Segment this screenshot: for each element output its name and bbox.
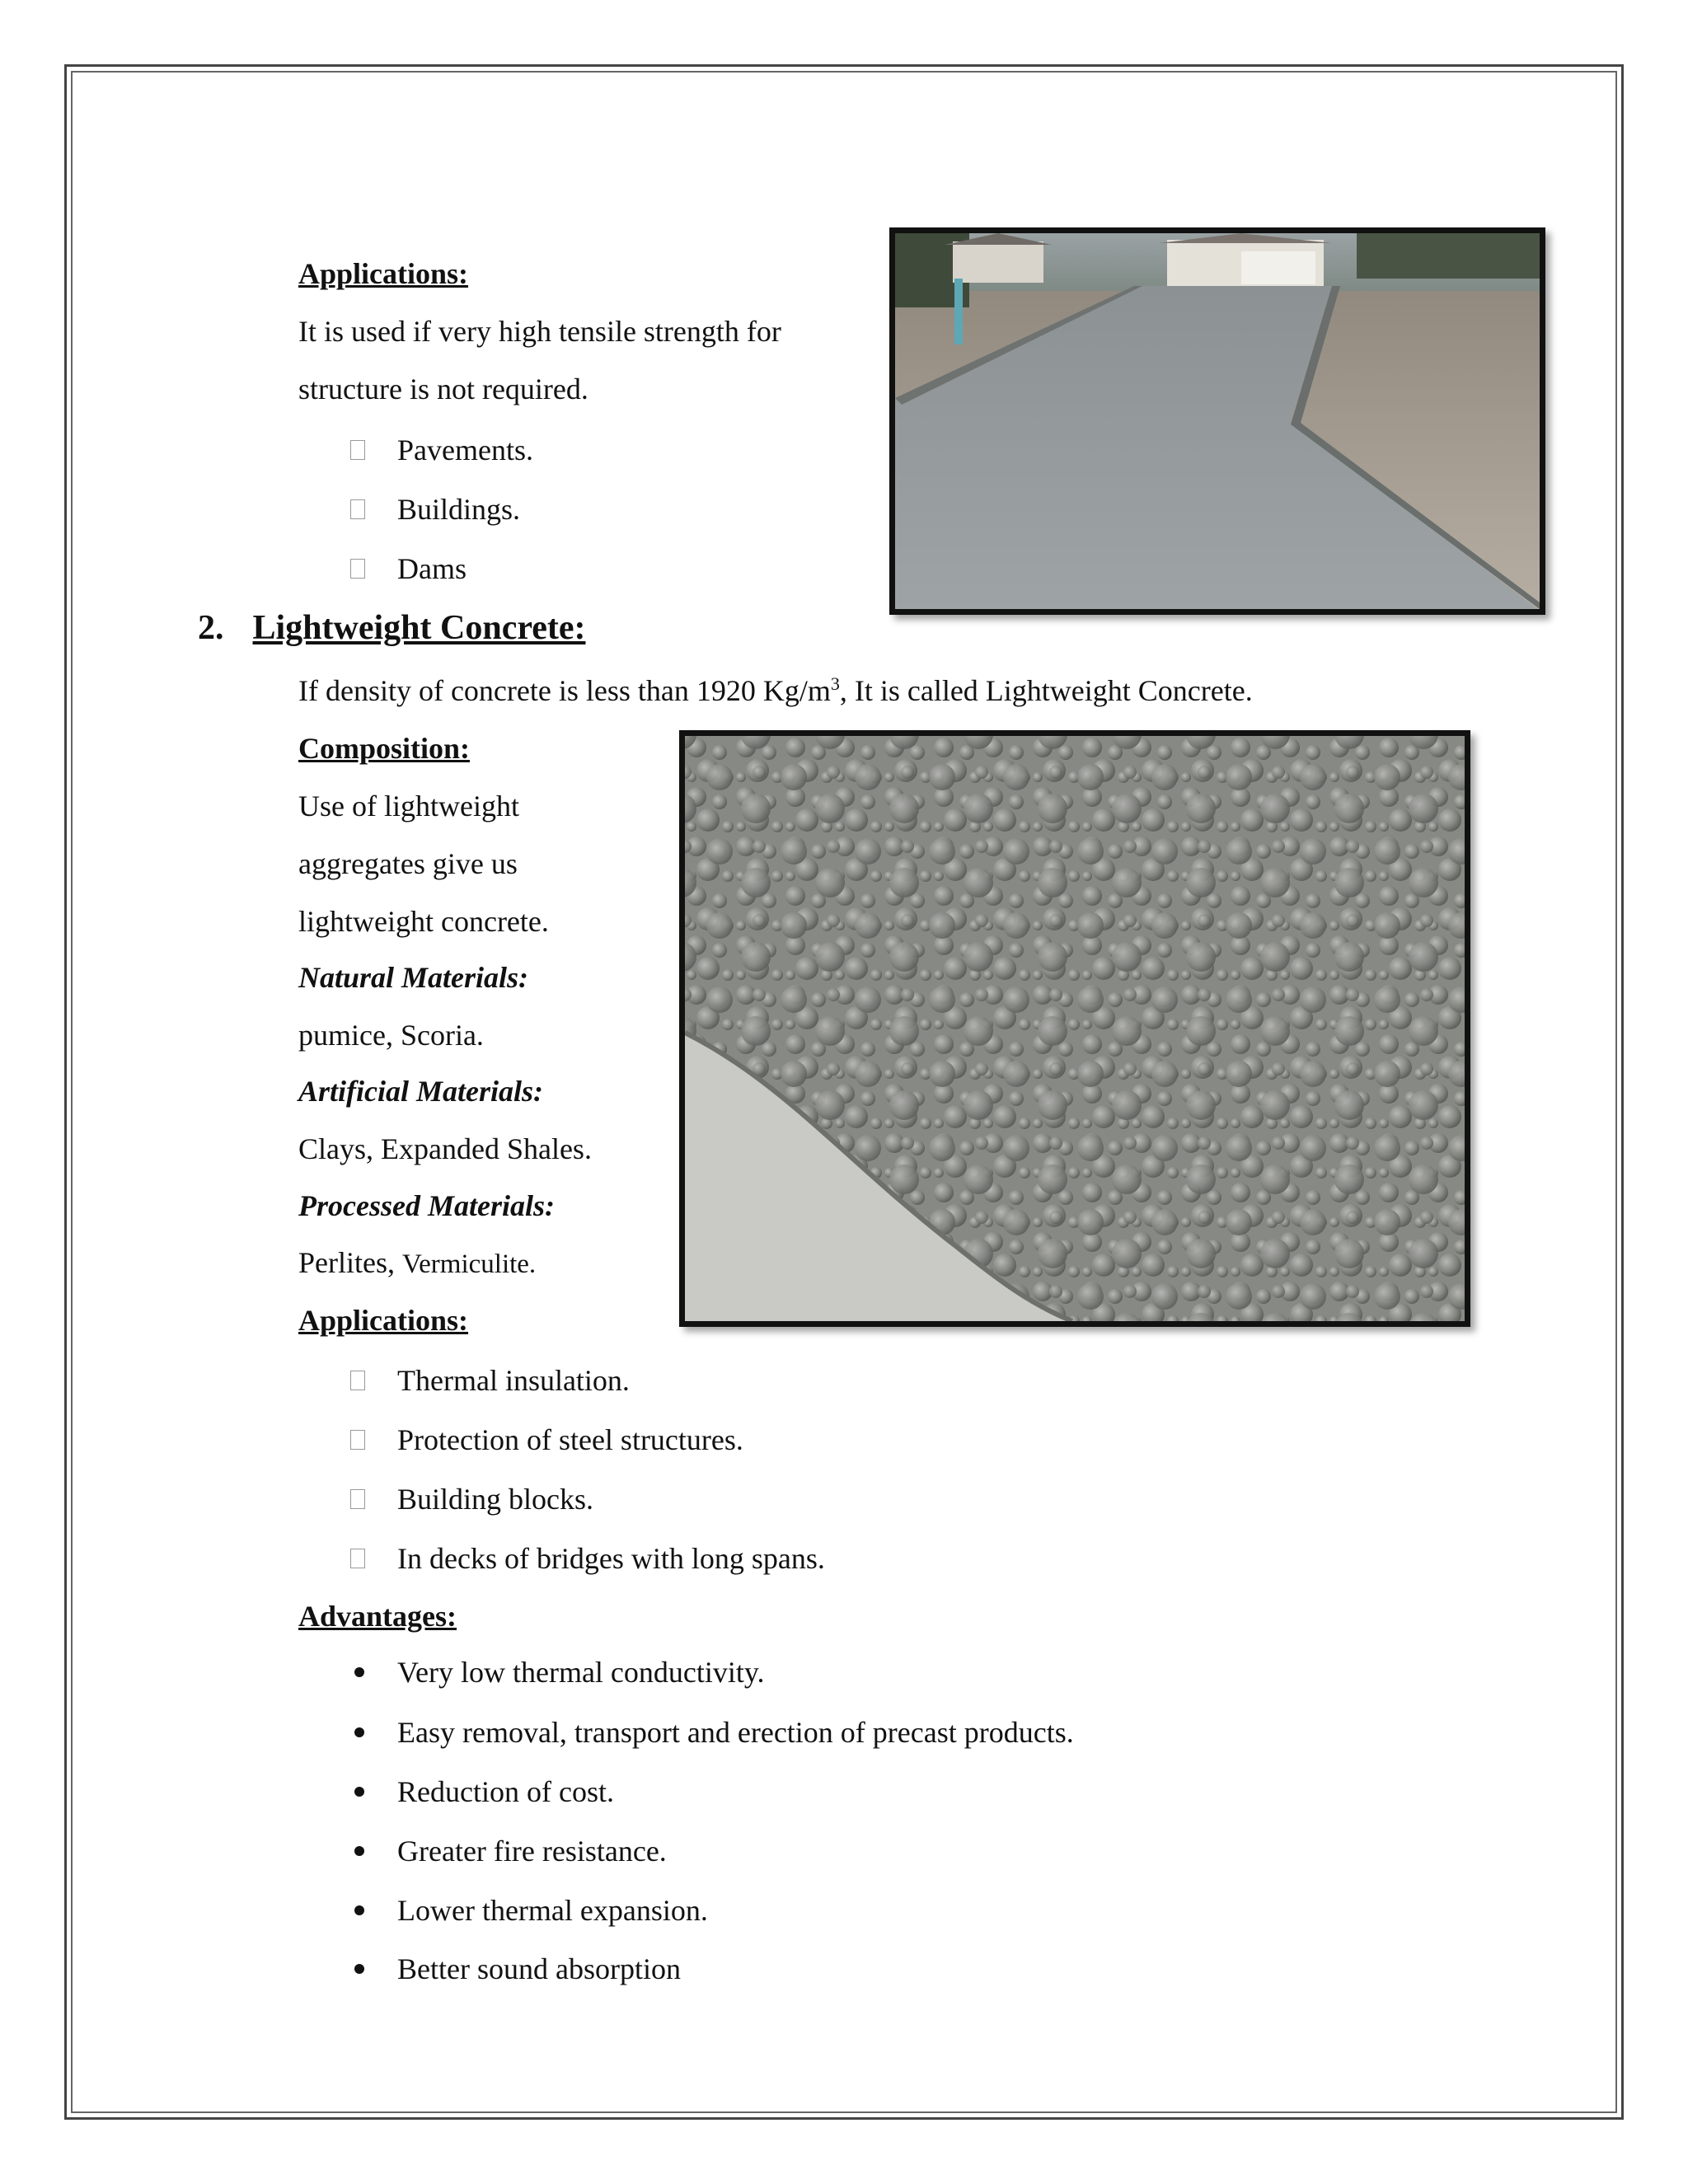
checkbox-bullet-icon	[350, 1430, 365, 1450]
checkbox-bullet-icon	[350, 1489, 365, 1509]
list-item: Thermal insulation.	[397, 1364, 630, 1397]
driveway-photo	[889, 227, 1545, 615]
list-item: Building blocks.	[397, 1483, 594, 1516]
natural-materials-heading: Natural Materials:	[298, 961, 529, 994]
artificial-materials-heading: Artificial Materials:	[298, 1075, 543, 1108]
checkbox-bullet-icon	[350, 1371, 365, 1390]
definition-post: , It is called Lightweight Concrete.	[839, 674, 1253, 707]
composition-line: Use of lightweight	[298, 790, 519, 823]
list-item: Very low thermal conductivity.	[397, 1656, 765, 1689]
list-item: Dams	[397, 552, 467, 585]
list-item: Pavements.	[397, 434, 533, 466]
definition-text	[298, 673, 1253, 709]
applications-intro-line1: It is used if very high tensile strength for	[298, 315, 781, 348]
list-item: Protection of steel structures.	[397, 1423, 743, 1456]
list-item: Easy removal, transport and erection of precast products.	[397, 1716, 1074, 1749]
composition-line: aggregates give us	[298, 847, 518, 880]
artificial-materials-text: Clays, Expanded Shales.	[298, 1132, 592, 1165]
natural-materials-text: pumice, Scoria.	[298, 1019, 484, 1052]
bullet-dot-icon	[354, 1787, 364, 1797]
composition-line: lightweight concrete.	[298, 905, 549, 938]
advantages-heading: Advantages:	[298, 1600, 457, 1633]
list-item: Lower thermal expansion.	[397, 1894, 708, 1927]
list-item: In decks of bridges with long spans.	[397, 1542, 825, 1575]
applications-heading: Applications:	[298, 1304, 469, 1337]
list-item: Buildings.	[397, 493, 521, 526]
applications-intro-line2: structure is not required.	[298, 373, 588, 405]
checkbox-bullet-icon	[350, 440, 365, 460]
checkbox-bullet-icon	[350, 559, 365, 579]
section-title: Lightweight Concrete:	[252, 609, 586, 647]
processed-materials-text	[298, 1244, 536, 1282]
list-item: Better sound absorption	[397, 1952, 681, 1985]
definition-pre: If density of concrete is less than 1920 Kg/m	[298, 674, 831, 707]
checkbox-bullet-icon	[350, 499, 365, 519]
bullet-dot-icon	[354, 1846, 364, 1856]
list-item: Reduction of cost.	[397, 1775, 614, 1808]
checkbox-bullet-icon	[350, 1549, 365, 1568]
bullet-dot-icon	[354, 1727, 364, 1737]
driveway-image	[895, 233, 1540, 609]
processed-text-b: Vermiculite.	[401, 1249, 537, 1279]
list-item: Greater fire resistance.	[397, 1835, 667, 1868]
applications-heading: Applications:	[298, 257, 469, 290]
composition-heading: Composition:	[298, 732, 471, 765]
bullet-dot-icon	[354, 1667, 364, 1677]
section-heading	[198, 608, 585, 648]
foamed-concrete-image	[685, 736, 1465, 1321]
section-number: 2.	[198, 609, 224, 647]
bullet-dot-icon	[354, 1905, 364, 1915]
processed-materials-heading: Processed Materials:	[298, 1189, 555, 1222]
definition-superscript: 3	[830, 673, 840, 694]
bullet-dot-icon	[354, 1964, 364, 1974]
foamed-concrete-photo	[679, 730, 1470, 1327]
processed-text-a: Perlites,	[298, 1246, 402, 1279]
